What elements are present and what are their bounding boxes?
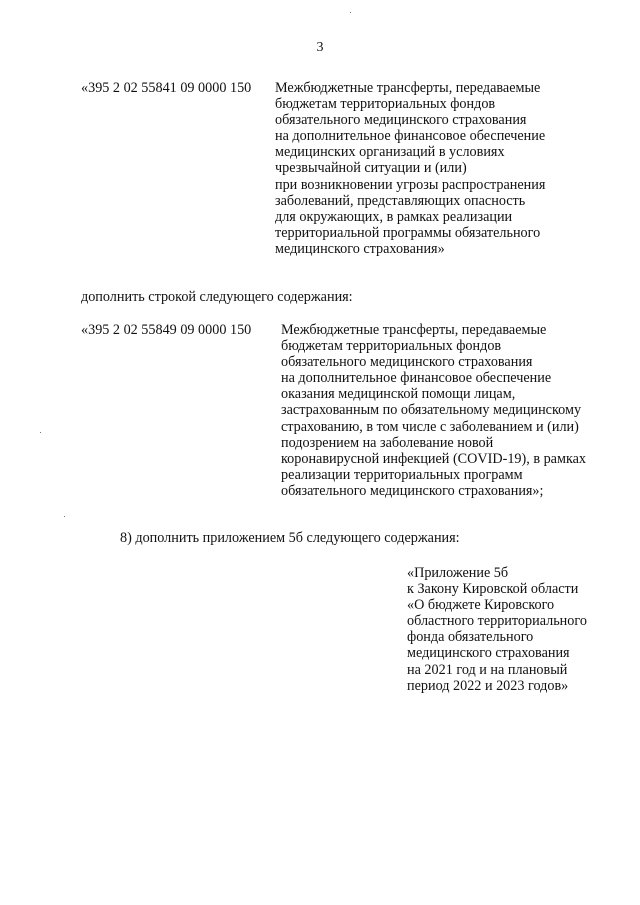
- description-line: Межбюджетные трансферты, передаваемые: [281, 322, 547, 338]
- description-line: застрахованным по обязательному медицинскому: [281, 402, 582, 419]
- appendix-line: к Закону Кировской области: [407, 581, 579, 598]
- scan-speck: [350, 12, 351, 13]
- appendix-line: «Приложение 5б: [407, 565, 509, 581]
- budget-classification-code: «395 2 02 55841 09 0000 150: [81, 80, 252, 96]
- description-line: реализации территориальных программ: [281, 466, 523, 483]
- appendix-line: фонда обязательного: [407, 629, 534, 646]
- description-line: на дополнительное финансовое обеспечение: [275, 128, 546, 145]
- description-line: при возникновении угрозы распространения: [275, 176, 546, 193]
- appendix-line: «О бюджете Кировского: [407, 597, 555, 614]
- description-line: обязательного медицинского страхования: [281, 354, 533, 371]
- description-line: заболеваний, представляющих опасность: [275, 192, 526, 209]
- description-line: для окружающих, в рамках реализации: [275, 208, 513, 225]
- description-line: страхованию, в том числе с заболеванием и (или): [281, 418, 579, 435]
- appendix-line: областного территориального: [407, 613, 587, 630]
- appendix-line: на 2021 год и на плановый: [407, 661, 568, 678]
- description-line: бюджетам территориальных фондов: [275, 96, 496, 113]
- page-number: 3: [316, 40, 324, 55]
- appendix-line: медицинского страхования: [407, 645, 570, 662]
- code-description: [281, 322, 586, 499]
- item-8-instruction: 8) дополнить приложением 5б следующего содержания:: [120, 530, 460, 546]
- description-line: обязательного медицинского страхования»;: [281, 482, 544, 499]
- appendix-header: [407, 565, 587, 694]
- supplement-instruction: дополнить строкой следующего содержания:: [81, 289, 353, 305]
- description-line: медицинских организаций в условиях: [275, 144, 505, 161]
- description-line: территориальной программы обязательного: [275, 224, 541, 241]
- description-line: бюджетам территориальных фондов: [281, 338, 502, 355]
- description-line: подозрением на заболевание новой: [281, 434, 494, 451]
- scan-speck: [64, 516, 65, 517]
- description-line: оказания медицинской помощи лицам,: [281, 386, 516, 403]
- description-line: на дополнительное финансовое обеспечение: [281, 370, 552, 387]
- description-line: коронавирусной инфекцией (COVID-19), в рамках: [281, 450, 587, 467]
- scan-speck: [40, 432, 41, 433]
- description-line: медицинского страхования»: [275, 240, 445, 257]
- description-line: Межбюджетные трансферты, передаваемые: [275, 80, 541, 96]
- budget-classification-code: «395 2 02 55849 09 0000 150: [81, 322, 252, 338]
- description-line: обязательного медицинского страхования: [275, 112, 527, 129]
- appendix-line: период 2022 и 2023 годов»: [407, 677, 569, 694]
- description-line: чрезвычайной ситуации и (или): [275, 160, 467, 177]
- code-description: [275, 80, 545, 257]
